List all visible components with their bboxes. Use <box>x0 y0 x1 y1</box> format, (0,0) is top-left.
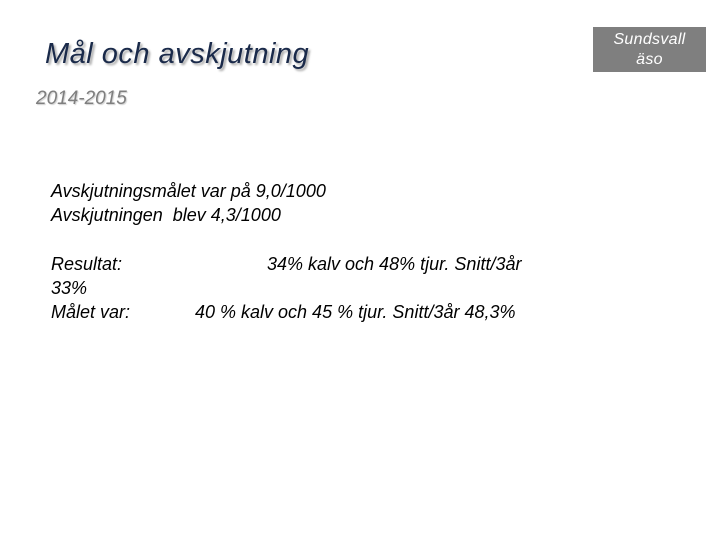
slide-title: Mål och avskjutning <box>45 38 310 70</box>
goal-line: Avskjutningsmålet var på 9,0/1000 <box>51 181 326 201</box>
badge-line-2: äso <box>636 50 663 68</box>
region-badge <box>593 27 706 72</box>
slide-subtitle: 2014-2015 <box>36 88 127 109</box>
result-continuation: 33% <box>51 278 88 298</box>
target-label: Målet var: <box>51 302 131 322</box>
actual-line: Avskjutningen blev 4,3/1000 <box>51 205 281 225</box>
target-value: 40 % kalv och 45 % tjur. Snitt/3år 48,3% <box>195 302 516 322</box>
result-label: Resultat: <box>51 254 123 274</box>
result-value: 34% kalv och 48% tjur. Snitt/3år <box>267 254 522 274</box>
badge-line-1: Sundsvall <box>613 30 686 48</box>
